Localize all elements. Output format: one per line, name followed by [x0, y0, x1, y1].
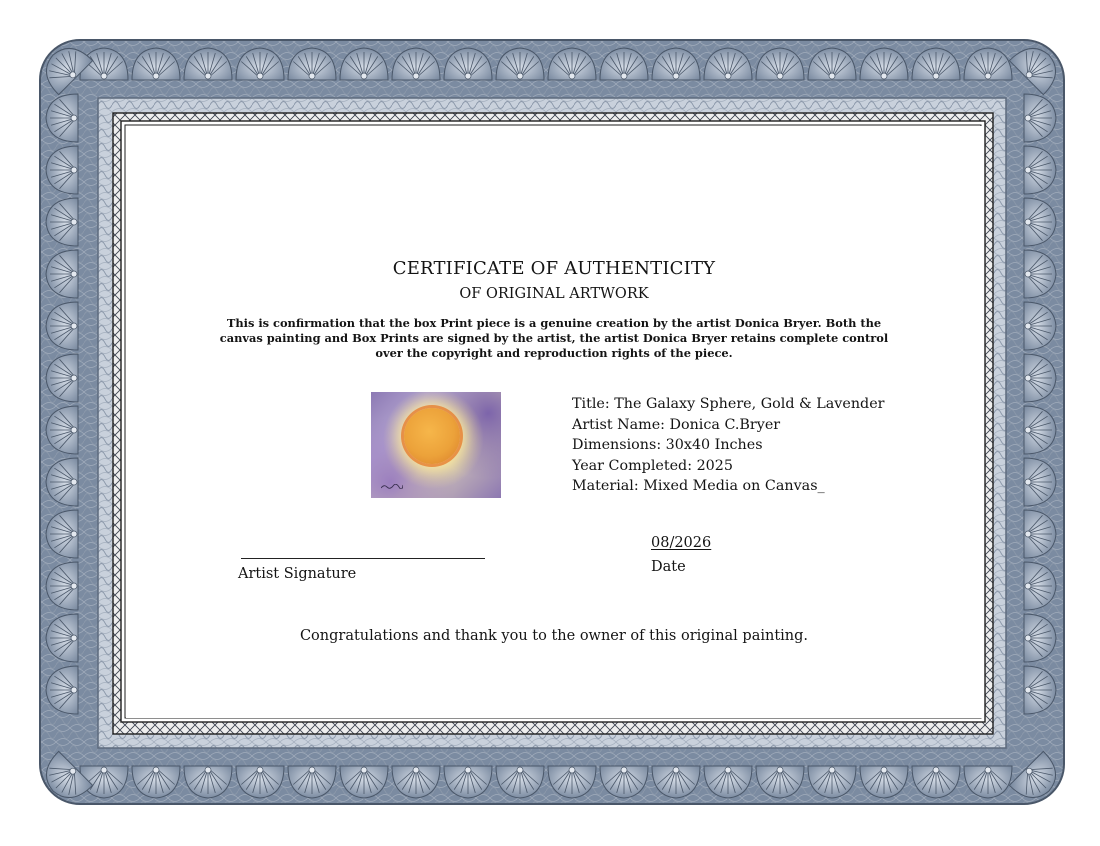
- year-completed: Year Completed: 2025: [572, 457, 733, 474]
- artwork-sphere: [404, 408, 460, 464]
- artwork-thumbnail: [371, 392, 501, 498]
- artwork-dimensions: Dimensions: 30x40 Inches: [572, 437, 763, 454]
- date-value: 08/2026: [651, 535, 712, 551]
- closing-message: Congratulations and thank you to the owner of this original painting.: [299, 628, 809, 644]
- signature-label: Artist Signature: [238, 566, 357, 582]
- artwork-details: [572, 394, 885, 497]
- certificate-statement: This is confirmation that the box Print piece is a genuine creation by the artist Donica Bryer. Both the canvas painting and Box Prints are signed by the artist, the artist Donica Bryer retains complete control over the copyright and reproduction rights of the piece.: [219, 316, 889, 360]
- certificate-subtitle: OF ORIGINAL ARTWORK: [459, 286, 649, 302]
- artwork-signature-scribble: [381, 484, 403, 489]
- artwork-title: Title: The Galaxy Sphere, Gold & Lavender: [572, 396, 885, 412]
- artist-name: Artist Name: Donica C.Bryer: [572, 416, 781, 433]
- signature-line: [241, 558, 485, 559]
- artwork-material: Material: Mixed Media on Canvas_: [572, 478, 825, 495]
- certificate-title: CERTIFICATE OF AUTHENTICITY: [392, 258, 716, 279]
- certificate-content: [126, 126, 982, 718]
- date-label: Date: [651, 559, 686, 575]
